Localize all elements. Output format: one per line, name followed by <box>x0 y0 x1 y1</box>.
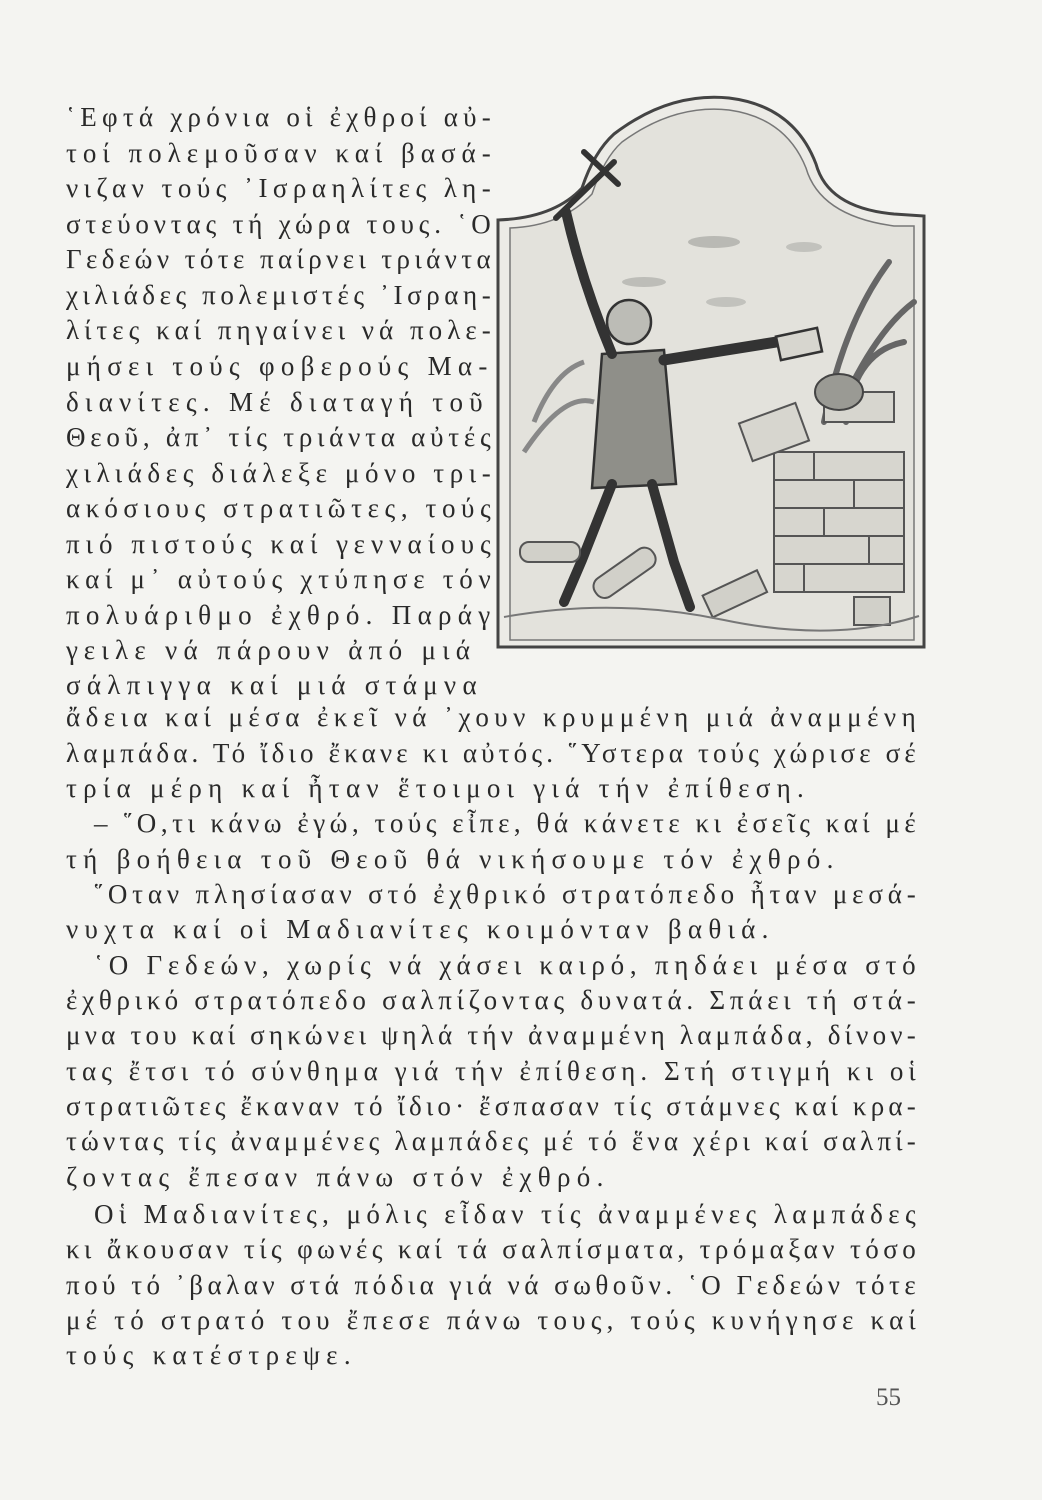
text-line: τας ἔτσι τό σύνθημα γιά τήν ἐπίθεση. Στή στιγμή κι οἱ <box>66 1056 921 1086</box>
text-line: λίτες καί πηγαίνει νά πολε- <box>66 315 496 345</box>
text-line: πού τό ᾿βαλαν στά πόδια γιά νά σωθοῦν. ῾Ο Γεδεών τότε <box>66 1270 921 1300</box>
text-line: ακόσιους στρατιῶτες, τούς <box>66 493 497 523</box>
text-line: ῾Εφτά χρόνια οἱ ἐχθροί αὐ- <box>66 102 496 132</box>
text-line: καί μ᾿ αὐτούς χτύπησε τόν <box>66 564 497 594</box>
text-line: μνα του καί σηκώνει ψηλά τήν ἀναμμένη λαμπάδα, δίνον- <box>66 1020 920 1050</box>
text-line: χιλιάδες διάλεξε μόνο τρι- <box>66 458 497 488</box>
text-line: τή βοήθεια τοῦ Θεοῦ θά νικήσουμε τόν ἐχθρό. <box>66 844 840 874</box>
text-line: τοί πολεμοῦσαν καί βασά- <box>66 138 497 168</box>
text-line: – ῞Ο,τι κάνω ἐγώ, τούς εἶπε, θά κάνετε κι ἐσεῖς καί μέ <box>94 808 921 838</box>
text-line: νυχτα καί οἱ Μαδιανίτες κοιμόνταν βαθιά. <box>66 914 775 944</box>
text-line: Γεδεών τότε παίρνει τριάντα <box>66 244 496 274</box>
gideon-illustration <box>494 92 926 652</box>
text-line: Θεοῦ, ἀπ᾿ τίς τριάντα αὐτές <box>66 422 496 452</box>
text-line: ῾Ο Γεδεών, χωρίς νά χάσει καιρό, πηδάει μέσα στό <box>94 950 922 980</box>
text-line: ζοντας ἔπεσαν πάνω στόν ἐχθρό. <box>66 1162 610 1192</box>
text-line: πολυάριθμο ἐχθρό. Παράγ <box>66 600 497 630</box>
text-line: νιζαν τούς ᾿Ισραηλίτες λη- <box>66 173 497 203</box>
text-line: μέ τό στρατό του ἔπεσε πάνω τους, τούς κυνήγησε καί <box>66 1305 921 1335</box>
text-line: τρία μέρη καί ἦταν ἕτοιμοι γιά τήν ἐπίθεση. <box>66 773 811 803</box>
text-line: Οἱ Μαδιανίτες, μόλις εἶδαν τίς ἀναμμένες λαμπάδες <box>94 1199 922 1229</box>
text-line: ῞Οταν πλησίασαν στό ἐχθρικό στρατόπεδο ἦταν μεσά- <box>94 879 921 909</box>
text-line: σάλπιγγα καί μιά στάμνα <box>66 670 483 700</box>
text-line: στεύοντας τή χώρα τους. ῾Ο <box>66 209 496 239</box>
text-line: κι ἄκουσαν τίς φωνές καί τά σαλπίσματα, τρόμαξαν τόσο <box>66 1234 921 1264</box>
text-line: τώντας τίς ἀναμμένες λαμπάδες μέ τό ἕνα χέρι καί σαλπί- <box>66 1126 920 1156</box>
text-line: ἄδεια καί μέσα ἐκεῖ νά ᾿χουν κρυμμένη μιά ἀναμμένη <box>66 702 922 732</box>
text-line: λαμπάδα. Τό ἴδιο ἔκανε κι αὐτός. ῞Υστερα τούς χώρισε σέ <box>66 738 920 768</box>
text-line: γειλε νά πάρουν ἀπό μιά <box>66 635 477 665</box>
text-line: ἐχθρικό στρατόπεδο σαλπίζοντας δυνατά. Σπάει τή στά- <box>66 985 921 1015</box>
text-line: στρατιῶτες ἔκαναν τό ἴδιο· ἔσπασαν τίς στάμνες καί κρα- <box>66 1091 920 1121</box>
page-number: 55 <box>876 1384 901 1411</box>
text-line: τούς κατέστρεψε. <box>66 1340 357 1370</box>
text-line: μήσει τούς φοβερούς Μα- <box>66 351 494 381</box>
text-line: χιλιάδες πολεμιστές ᾿Ισραη- <box>66 280 496 310</box>
text-line: διανίτες. Μέ διαταγή τοῦ <box>66 387 489 417</box>
text-line: πιό πιστούς καί γενναίους <box>66 529 497 559</box>
ox-head <box>815 374 863 410</box>
